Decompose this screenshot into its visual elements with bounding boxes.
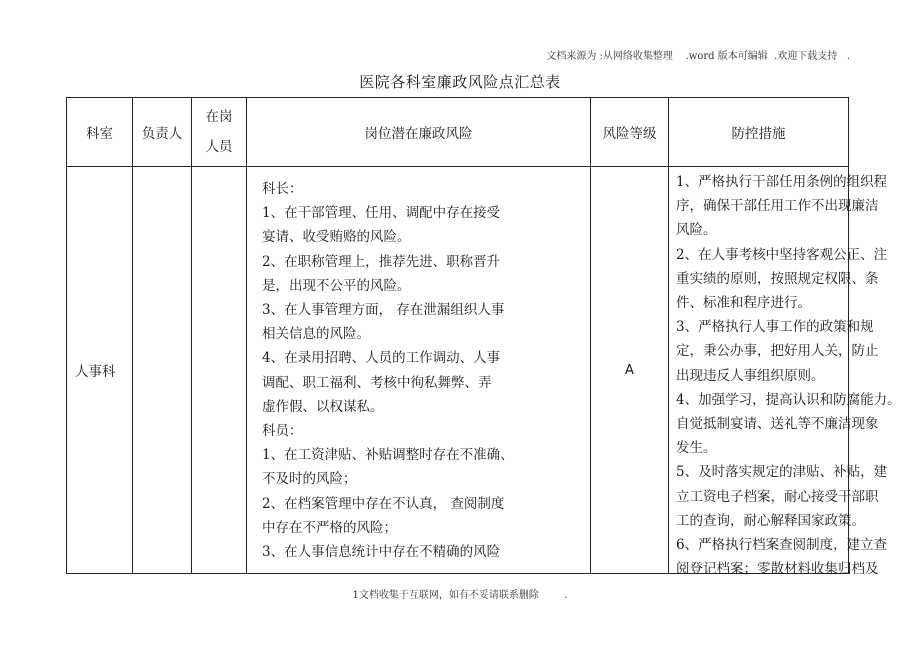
risk-line: 2、在职称管理上，推荐先进、职称晋升: [262, 253, 501, 270]
risk-line: 1、在工资津贴、补贴调整时存在不准确、: [262, 447, 514, 464]
risk-line: 科长：: [262, 181, 303, 197]
measure-line: 工的查询，耐心解释国家政策。: [676, 512, 865, 529]
column-header-dept: 科室: [67, 98, 133, 167]
risk-line: 调配、职工福利、考核中徇私舞弊、弄: [262, 374, 492, 391]
risk-line: 相关信息的风险。: [262, 326, 370, 343]
measure-line: 出现违反人事组织原则。: [676, 367, 825, 384]
risk-line: 虚作假、以权谋私。: [262, 398, 384, 415]
risk-line: 1、在干部管理、任用、调配中存在接受: [262, 205, 501, 222]
column-header-measures: 防控措施: [669, 98, 849, 167]
risk-line: 2、在档案管理中存在不认真， 查阅制度: [262, 495, 505, 512]
column-header-staff-line1: 在岗: [205, 109, 233, 125]
measures-cell: [669, 167, 901, 578]
measure-line: 3、严格执行人事工作的政策和规: [676, 319, 874, 336]
risk-cell: [247, 167, 591, 574]
header-source-note: 文档来源为 :从网络收集整理 .word 版本可编辑 .欢迎下载支持 .: [546, 51, 850, 62]
measure-line: 定，秉公办事，把好用人关，防止: [676, 343, 879, 360]
column-header-staff: [192, 98, 247, 167]
column-header-risk: 岗位潜在廉政风险: [247, 98, 591, 167]
measure-line: 重实绩的原则，按照规定权限、条: [676, 270, 879, 287]
measure-line: 4、加强学习，提高认识和防腐能力。: [676, 391, 901, 408]
risk-text-block: [247, 167, 590, 564]
measure-line: 5、及时落实规定的津贴、补贴，建: [676, 464, 888, 481]
measure-line: 发生。: [676, 440, 717, 457]
staff-cell: [192, 167, 247, 574]
page-title: 医院各科室廉政风险点汇总表: [359, 73, 561, 91]
column-header-staff-line2: 人员: [205, 139, 233, 155]
measure-line: 件、标准和程序进行。: [676, 295, 811, 312]
risk-level-cell: A: [591, 167, 669, 574]
risk-summary-table: [66, 97, 901, 578]
risk-line: 中存在不严格的风险；: [262, 519, 397, 536]
measure-line: 2、在人事考核中坚持客观公正、注: [676, 246, 888, 263]
risk-line: 是，出现不公平的风险。: [262, 277, 411, 294]
measure-line: 序，确保干部任用工作不出现廉洁: [676, 198, 879, 215]
measure-line: 立工资电子档案，耐心接受干部职: [676, 488, 879, 505]
measures-text-block: [669, 167, 901, 581]
risk-line: 宴请、收受贿赂的风险。: [262, 229, 411, 246]
column-header-owner: 负责人: [133, 98, 192, 167]
dept-cell: 人事科: [67, 167, 133, 574]
risk-line: 科员：: [262, 423, 303, 440]
column-header-level: 风险等级: [591, 98, 669, 167]
footer-note: 1文档收集于互联网，如有不妥请联系删除 .: [352, 590, 568, 601]
risk-line: 不及时的风险；: [262, 471, 357, 488]
risk-line: 3、在人事信息统计中存在不精确的风险: [262, 544, 501, 561]
measure-line: 1、严格执行干部任用条例的组织程: [676, 174, 888, 190]
table-row: [67, 167, 849, 574]
owner-cell: [133, 167, 192, 574]
risk-line: 3、在人事管理方面， 存在泄漏组织人事: [262, 302, 505, 319]
measure-line: 风险。: [676, 222, 717, 239]
risk-line: 4、在录用招聘、人员的工作调动、人事: [262, 350, 501, 367]
measure-line: 阅登记档案；零散材料收集归档及: [676, 561, 879, 578]
measure-line: 自觉抵制宴请、送礼等不廉洁现象: [676, 416, 879, 433]
measure-line: 6、严格执行档案查阅制度，建立查: [676, 537, 888, 554]
table-header-row: [67, 98, 849, 167]
